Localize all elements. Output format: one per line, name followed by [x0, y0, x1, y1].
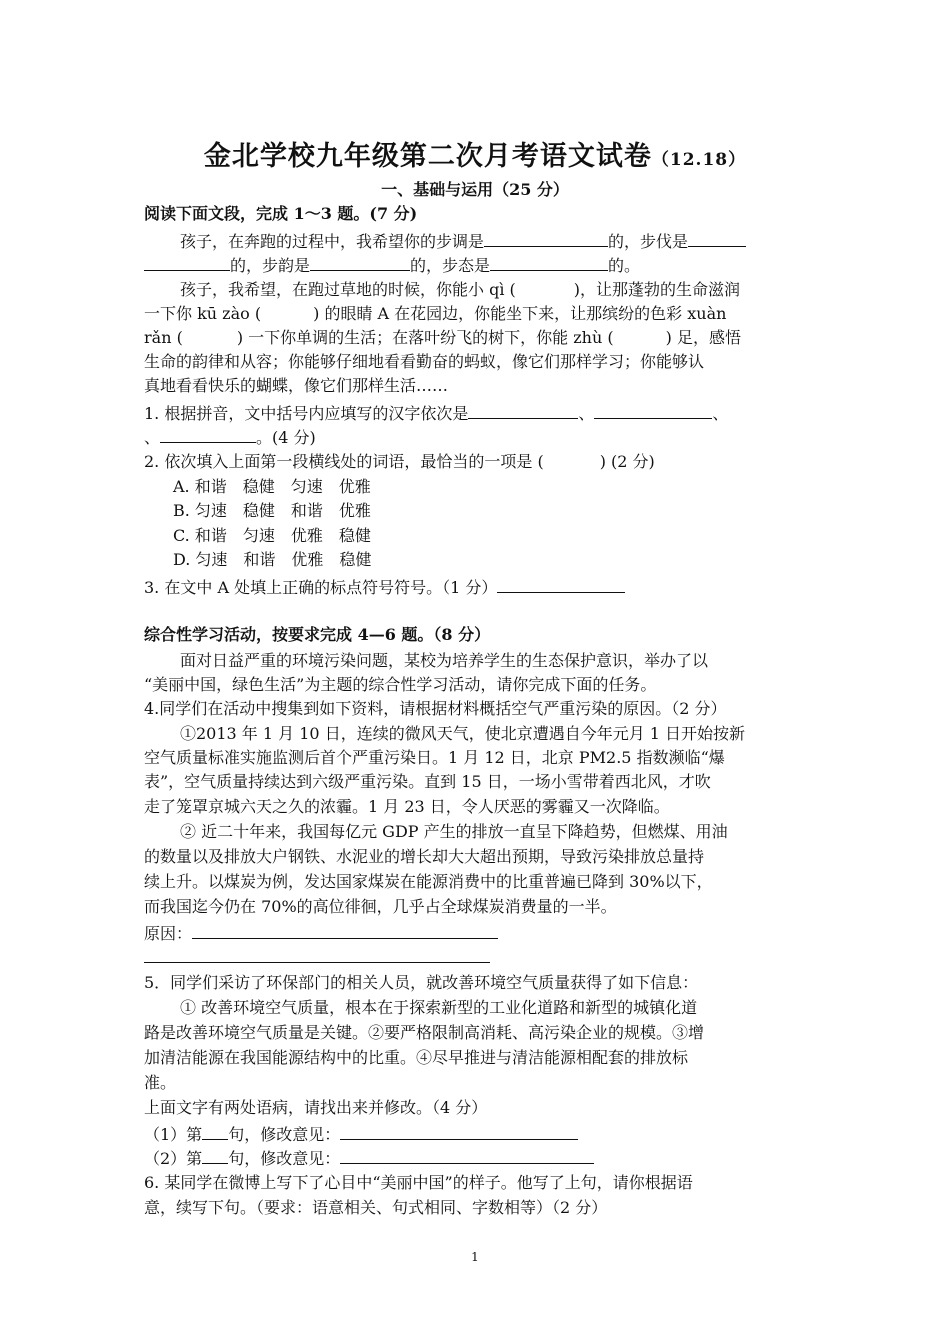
- q1-answer-blank-1[interactable]: [468, 402, 578, 419]
- question-6-line1: 6. 某同学在微博上写下了心目中“美丽中国”的样子。他写了上句，请你根据语: [144, 1173, 693, 1192]
- para2-line3: rǎn ( ) 一下你单调的生活；在落叶纷飞的树下，你能 zhù ( ) 足，感悟: [144, 328, 741, 347]
- blank-step-pace-cont[interactable]: [144, 254, 230, 271]
- reason-line: 原因：: [144, 922, 498, 944]
- para2-line5: 真地看看快乐的蝴蝶，像它们那样生活……: [144, 376, 449, 395]
- q5-text-line3: 加清洁能源在我国能源结构中的比重。④尽早推进与清洁能源相配套的排放标: [144, 1048, 689, 1067]
- question-1: 1. 根据拼音，文中括号内应填写的汉字依次是 、 、: [144, 404, 729, 423]
- para2-line4: 生命的韵律和从容；你能够仔细地看看勤奋的蚂蚁，像它们那样学习；你能够认: [144, 352, 705, 371]
- title-date: （12.18）: [651, 150, 747, 170]
- blank-step-pace[interactable]: [688, 230, 746, 247]
- question-5: 5．同学们采访了环保部门的相关人员，就改善环境空气质量获得了如下信息：: [144, 973, 699, 992]
- section-heading: 一、基础与运用（25 分）: [381, 180, 569, 199]
- q2-option-b: B. 匀速 稳健 和谐 优雅: [173, 501, 371, 520]
- material1-line4: 走了笼罩京城六天之久的浓霾。1 月 23 日，令人厌恶的雾霾又一次降临。: [144, 797, 670, 816]
- question-3: 3. 在文中 A 处填上正确的标点符号符号。（1 分）: [144, 576, 625, 598]
- q2-option-c: C. 和谐 匀速 优雅 稳健: [173, 526, 371, 545]
- material1-line1: ①2013 年 1 月 10 日，连续的微风天气，使北京遭遇自今年元月 1 日开始按新: [180, 724, 746, 743]
- q2-option-d: D. 匀速 和谐 优雅 稳健: [173, 550, 372, 569]
- material1-line2: 空气质量标准实施监测后首个严重污染日。1 月 12 日，北京 PM2.5 指数濒临“爆: [144, 748, 725, 767]
- reason-answer-line2[interactable]: [144, 962, 490, 963]
- q5-text-line2: 路是改善环境空气质量是关键。②要严格限制高消耗、高污染企业的规模。③增: [144, 1023, 705, 1042]
- para1-line2: 的，步韵是 的，步态是 的。: [144, 254, 640, 276]
- q5-sentence-number-1[interactable]: [202, 1123, 228, 1140]
- activity-line2: “美丽中国，绿色生活”为主题的综合性学习活动，请你完成下面的任务。: [144, 675, 657, 694]
- q5-revision-2[interactable]: [340, 1147, 594, 1164]
- blank-step-tone[interactable]: [484, 230, 608, 247]
- blank-step-posture[interactable]: [490, 254, 608, 271]
- material2-line3: 续上升。以煤炭为例，发达国家煤炭在能源消费中的比重普遍已降到 30%以下，: [144, 872, 713, 891]
- q5-answer-2: （2）第 句，修改意见：: [144, 1147, 594, 1169]
- q3-answer-blank[interactable]: [497, 576, 625, 593]
- activity-intro: 综合性学习活动，按要求完成 4—6 题。（8 分）: [144, 625, 491, 644]
- question-4: 4.同学们在活动中搜集到如下资料，请根据材料概括空气严重污染的原因。（2 分）: [144, 699, 727, 718]
- question-2: 2. 依次填入上面第一段横线处的词语，最恰当的一项是 ( ) (2 分): [144, 452, 655, 471]
- q5-revision-1[interactable]: [340, 1123, 578, 1140]
- q5-task: 上面文字有两处语病，请找出来并修改。（4 分）: [144, 1098, 488, 1117]
- q2-option-a: A. 和谐 稳健 匀速 优雅: [173, 477, 371, 496]
- para1-line1: 孩子，在奔跑的过程中，我希望你的步调是 的，步伐是: [180, 230, 746, 252]
- page-number: 1: [471, 1250, 479, 1264]
- para2-line2: 一下你 kū zào ( ) 的眼睛 A 在花园边，你能坐下来，让那缤纷的色彩 xuàn: [144, 304, 727, 323]
- q5-sentence-number-2[interactable]: [202, 1147, 228, 1164]
- q1-answer-blank-2[interactable]: [594, 402, 712, 419]
- q1-answer-blank-3[interactable]: [160, 426, 256, 443]
- q5-text-line1: ① 改善环境空气质量，根本在于探索新型的工业化道路和新型的城镇化道: [180, 998, 698, 1017]
- para2-line1: 孩子，我希望，在跑过草地的时候，你能小 qì ( )，让那蓬勃的生命滋润: [180, 280, 741, 299]
- title-text: 金北学校九年级第二次月考语文试卷: [203, 141, 652, 172]
- material1-line3: 表”，空气质量持续达到六级严重污染。直到 15 日，一场小雪带着西北风，才吹: [144, 772, 711, 791]
- page-title: [0, 134, 950, 173]
- activity-line1: 面对日益严重的环境污染问题，某校为培养学生的生态保护意识，举办了以: [180, 651, 709, 670]
- reading-intro: 阅读下面文段，完成 1～3 题。(7 分): [144, 204, 418, 223]
- question-1-line2: 、 。(4 分): [144, 428, 316, 447]
- question-6-line2: 意，续写下句。（要求：语意相关、句式相同、字数相等）（2 分）: [144, 1198, 608, 1217]
- q5-text-line4: 准。: [144, 1073, 177, 1092]
- material2-line1: ② 近二十年来，我国每亿元 GDP 产生的排放一直呈下降趋势，但燃煤、用油: [180, 822, 728, 841]
- reason-answer-blank[interactable]: [192, 922, 498, 939]
- material2-line4: 而我国迄今仍在 70%的高位徘徊，几乎占全球煤炭消费量的一半。: [144, 897, 617, 916]
- material2-line2: 的数量以及排放大户钢铁、水泥业的增长却大大超出预期，导致污染排放总量持: [144, 847, 705, 866]
- blank-step-rhythm[interactable]: [310, 254, 410, 271]
- q5-answer-1: （1）第 句，修改意见：: [144, 1123, 578, 1145]
